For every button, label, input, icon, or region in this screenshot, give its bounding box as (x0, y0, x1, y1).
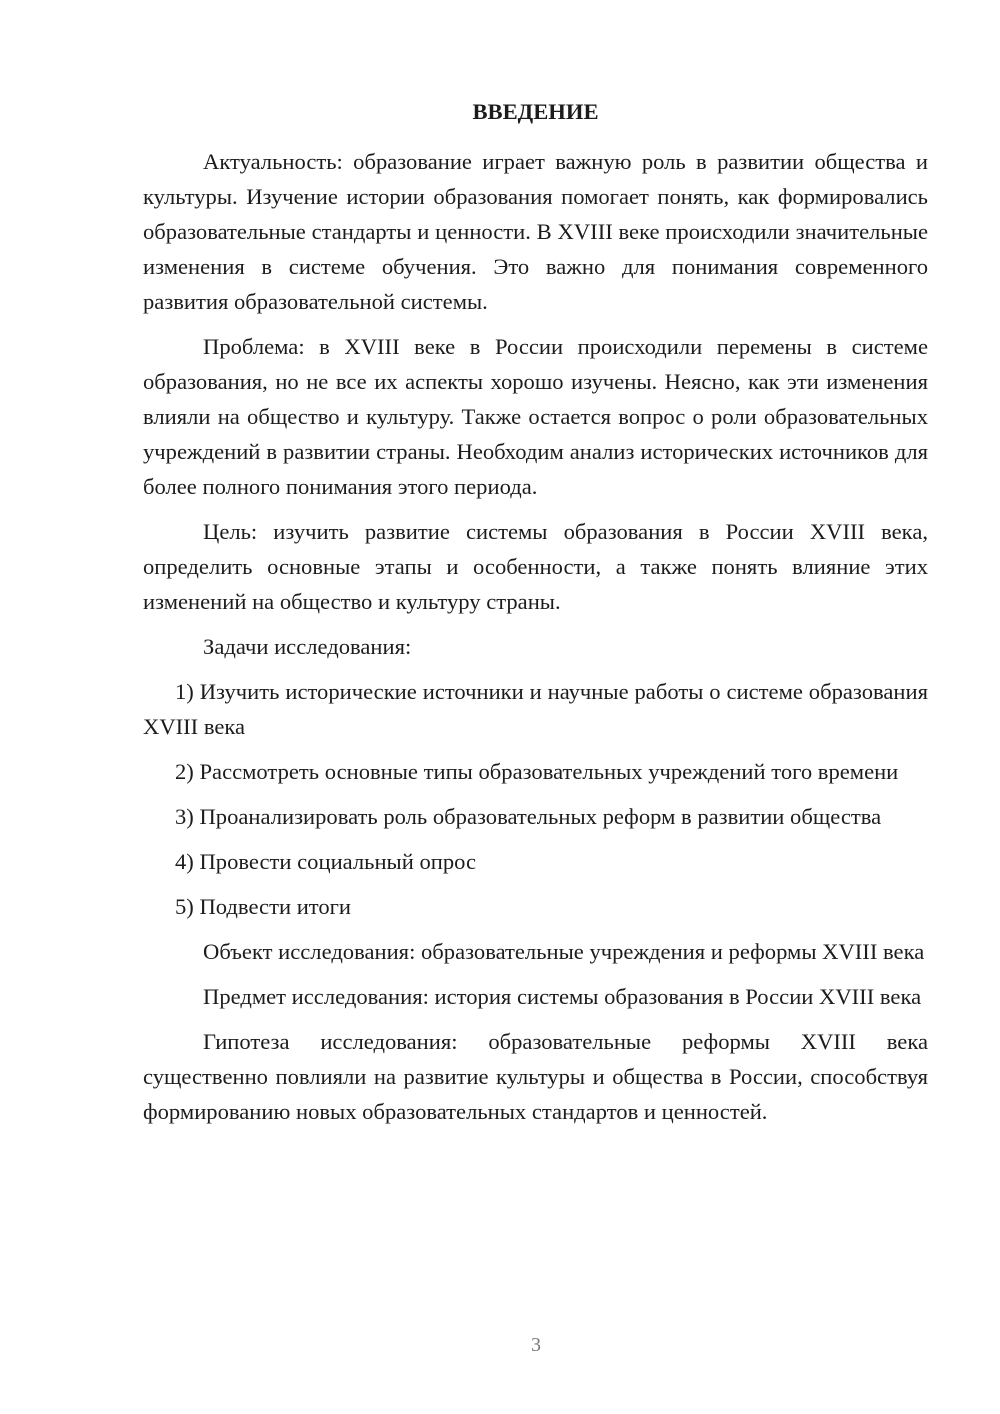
paragraph-relevance: Актуальность: образование играет важную роль в развитии общества и культуры. Изучение истории образования помогает понять, как формировались образовательные стандарты и ценности. В XVIII веке происходили значительные изменения в системе обучения. Это важно для понимания современного развития образовательной системы. (143, 149, 928, 314)
list-item: 5) Подвести итоги (175, 894, 352, 919)
list-item: 4) Провести социальный опрос (175, 849, 477, 874)
list-item: 2) Рассмотреть основные типы образовательных учреждений того времени (175, 759, 899, 784)
paragraph-subject: Предмет исследования: история системы образования в России XVIII века (203, 984, 922, 1009)
list-item: 3) Проанализировать роль образовательных реформ в развитии общества (175, 804, 882, 829)
paragraph-problem: Проблема: в XVIII веке в России происходили перемены в системе образования, но не все их аспекты хорошо изучены. Неясно, как эти изменения влияли на общество и культуру. Также остается вопрос о роли образовательных учреждений в развитии страны. Необходим анализ исторических источников для более полного понимания этого периода. (143, 334, 928, 499)
section-title: ВВЕДЕНИЕ (472, 99, 599, 124)
page-content (143, 94, 928, 1139)
tasks-heading: Задачи исследования: (203, 634, 412, 659)
list-item: 1) Изучить исторические источники и научные работы о системе образования XVIII века (143, 679, 928, 739)
paragraph-object: Объект исследования: образовательные учреждения и реформы XVIII века (203, 939, 925, 964)
tasks-list (143, 674, 928, 924)
paragraph-goal: Цель: изучить развитие системы образования в России XVIII века, определить основные этапы и особенности, а также понять влияние этих изменений на общество и культуру страны. (143, 519, 928, 614)
paragraph-hypothesis: Гипотеза исследования: образовательные реформы XVIII века существенно повлияли на развитие культуры и общества в России, способствуя формированию новых образовательных стандартов и ценностей. (143, 1029, 928, 1124)
page-number: 3 (531, 1334, 541, 1356)
